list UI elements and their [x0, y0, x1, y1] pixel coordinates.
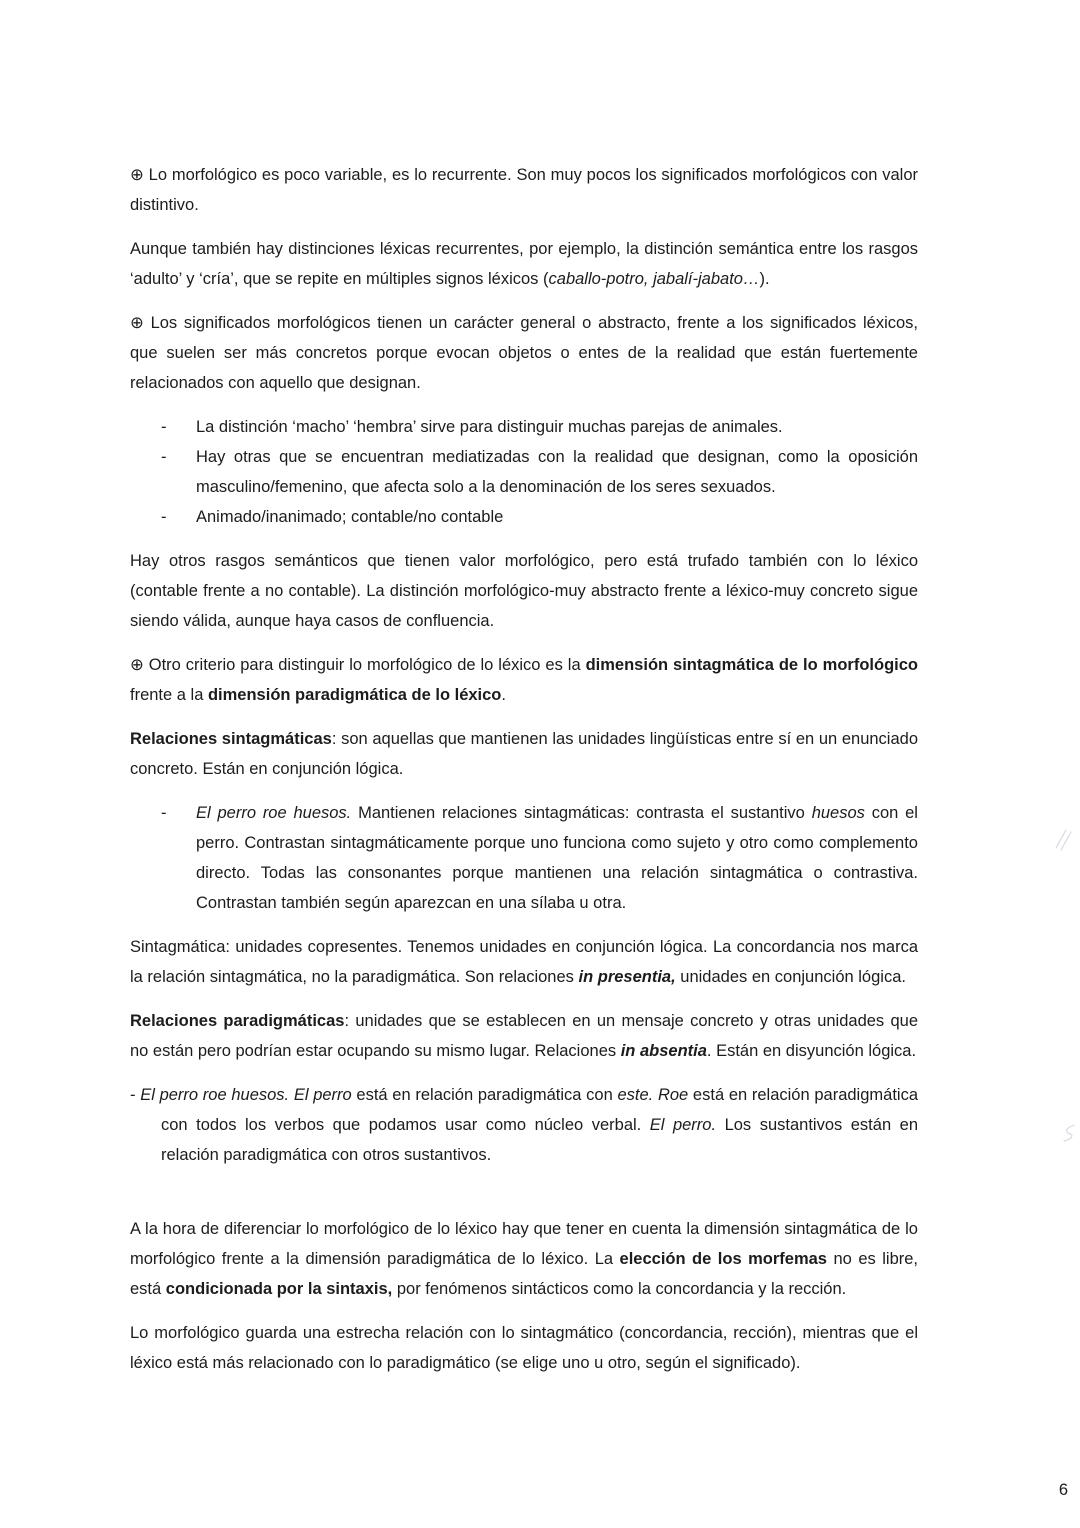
text-run: dimensión paradigmática de lo léxico: [207, 686, 502, 704]
text-run: ⊕ Los significados morfológicos tienen un carácter general o abstracto, frente a los significados léxicos, que suelen ser más concretos porque evocan objetos o entes de la realidad que están fuertemente relacionados con aquello que designan.: [130, 314, 918, 392]
text-run: Animado/inanimado; contable/no contable: [196, 508, 504, 526]
dash-list: [130, 798, 918, 918]
text-run: este. Roe: [617, 1086, 689, 1104]
text-run: Lo morfológico guarda una estrecha relación con lo sintagmático (concordancia, rección), mientras que el léxico está más relacionado con lo paradigmático (se elige uno u otro, según el significado).: [130, 1324, 918, 1372]
text-run: dimensión sintagmática de lo morfológico: [585, 656, 918, 674]
paragraph: [130, 1080, 918, 1170]
paragraph: [130, 650, 918, 710]
list-item: [130, 502, 918, 532]
pencil-mark: [1058, 1122, 1078, 1149]
text-run: huesos: [811, 804, 865, 822]
text-run: está en relación paradigmática con: [351, 1086, 618, 1104]
paragraph: [130, 932, 918, 992]
text-run: ⊕ Otro criterio para distinguir lo morfológico de lo léxico es la: [130, 656, 586, 674]
text-run: Hay otras que se encuentran mediatizadas con la realidad que designan, como la oposición masculino/femenino, que afecta solo a la denominación de los seres sexuados.: [196, 448, 918, 496]
text-run: Relaciones paradigmáticas: [130, 1012, 345, 1030]
paragraph: [130, 724, 918, 784]
document-body: [130, 160, 918, 1392]
text-run: no es libre, está: [130, 1250, 919, 1298]
text-run: : son aquellas que mantienen las unidades lingüísticas entre sí en un enunciado concreto. Están en conjunción lógica.: [130, 730, 919, 778]
dash-list: [130, 412, 918, 532]
text-run: in presentia,: [578, 968, 676, 986]
text-run: A la hora de diferenciar lo morfológico de lo léxico hay que tener en cuenta la dimensión sintagmática de lo morfológico frente a la dimensión paradigmática de lo léxico. La: [130, 1220, 918, 1268]
text-run: ⊕ Lo morfológico es poco variable, es lo recurrente. Son muy pocos los significados morfológicos con valor distintivo.: [130, 166, 918, 214]
pencil-mark: [1052, 826, 1074, 857]
text-run: ).: [759, 270, 770, 288]
text-run: condicionada por la sintaxis,: [165, 1280, 393, 1298]
text-run: está en relación paradigmática con todos los verbos que podamos usar como núcleo verbal.: [161, 1086, 918, 1134]
paragraph: [130, 546, 918, 636]
text-run: por fenómenos sintácticos como la concordancia y la rección.: [392, 1280, 847, 1298]
text-run: unidades en conjunción lógica.: [675, 968, 906, 986]
text-run: frente a la: [130, 686, 208, 704]
text-run: Aunque también hay distinciones léxicas recurrentes, por ejemplo, la distinción semántica entre los rasgos ‘adulto’ y ‘cría’, que se repite en múltiples signos léxicos (: [130, 240, 918, 288]
text-run: El perro roe huesos. El perro: [140, 1086, 352, 1104]
paragraph: [130, 308, 918, 398]
text-run: El perro roe huesos.: [196, 804, 352, 822]
text-run: : unidades que se establecen en un mensaje concreto y otras unidades que no están pero podrían estar ocupando su mismo lugar. Relaciones: [130, 1012, 918, 1060]
paragraph: [130, 1318, 918, 1378]
text-run: Sintagmática: unidades copresentes. Tenemos unidades en conjunción lógica. La concordancia nos marca la relación sintagmática, no la paradigmática. Son relaciones: [130, 938, 918, 986]
text-run: La distinción ‘macho’ ‘hembra’ sirve para distinguir muchas parejas de animales.: [196, 418, 783, 436]
text-run: Hay otros rasgos semánticos que tienen valor morfológico, pero está trufado también con lo léxico (contable frente a no contable). La distinción morfológico-muy abstracto frente a léxico-muy concreto sigue siendo válida, aunque haya casos de confluencia.: [130, 552, 918, 630]
text-run: . Están en disyunción lógica.: [706, 1042, 917, 1060]
paragraph: [130, 1214, 918, 1304]
text-run: Los sustantivos están en relación paradigmática con otros sustantivos.: [161, 1116, 918, 1164]
page-number: 6: [1058, 1481, 1068, 1499]
text-run: El perro.: [649, 1116, 717, 1134]
list-item: [130, 412, 918, 442]
paragraph: [130, 160, 918, 220]
text-run: con el perro. Contrastan sintagmáticamente porque uno funciona como sujeto y otro como complemento directo. Todas las consonantes porque mantienen una relación sintagmática o contrastiva. Contrastan también según aparezcan en una sílaba u otra.: [196, 804, 918, 912]
text-run: Relaciones sintagmáticas: [130, 730, 332, 748]
paragraph: [130, 234, 918, 294]
list-item: [130, 798, 918, 918]
text-run: caballo-potro, jabalí-jabato…: [548, 270, 760, 288]
text-run: -: [130, 1086, 141, 1104]
list-item: [130, 442, 918, 502]
text-run: in absentia: [620, 1042, 707, 1060]
text-run: .: [501, 686, 506, 704]
text-run: Mantienen relaciones sintagmáticas: contrasta el sustantivo: [351, 804, 812, 822]
text-run: elección de los morfemas: [619, 1250, 827, 1268]
paragraph: [130, 1006, 918, 1066]
